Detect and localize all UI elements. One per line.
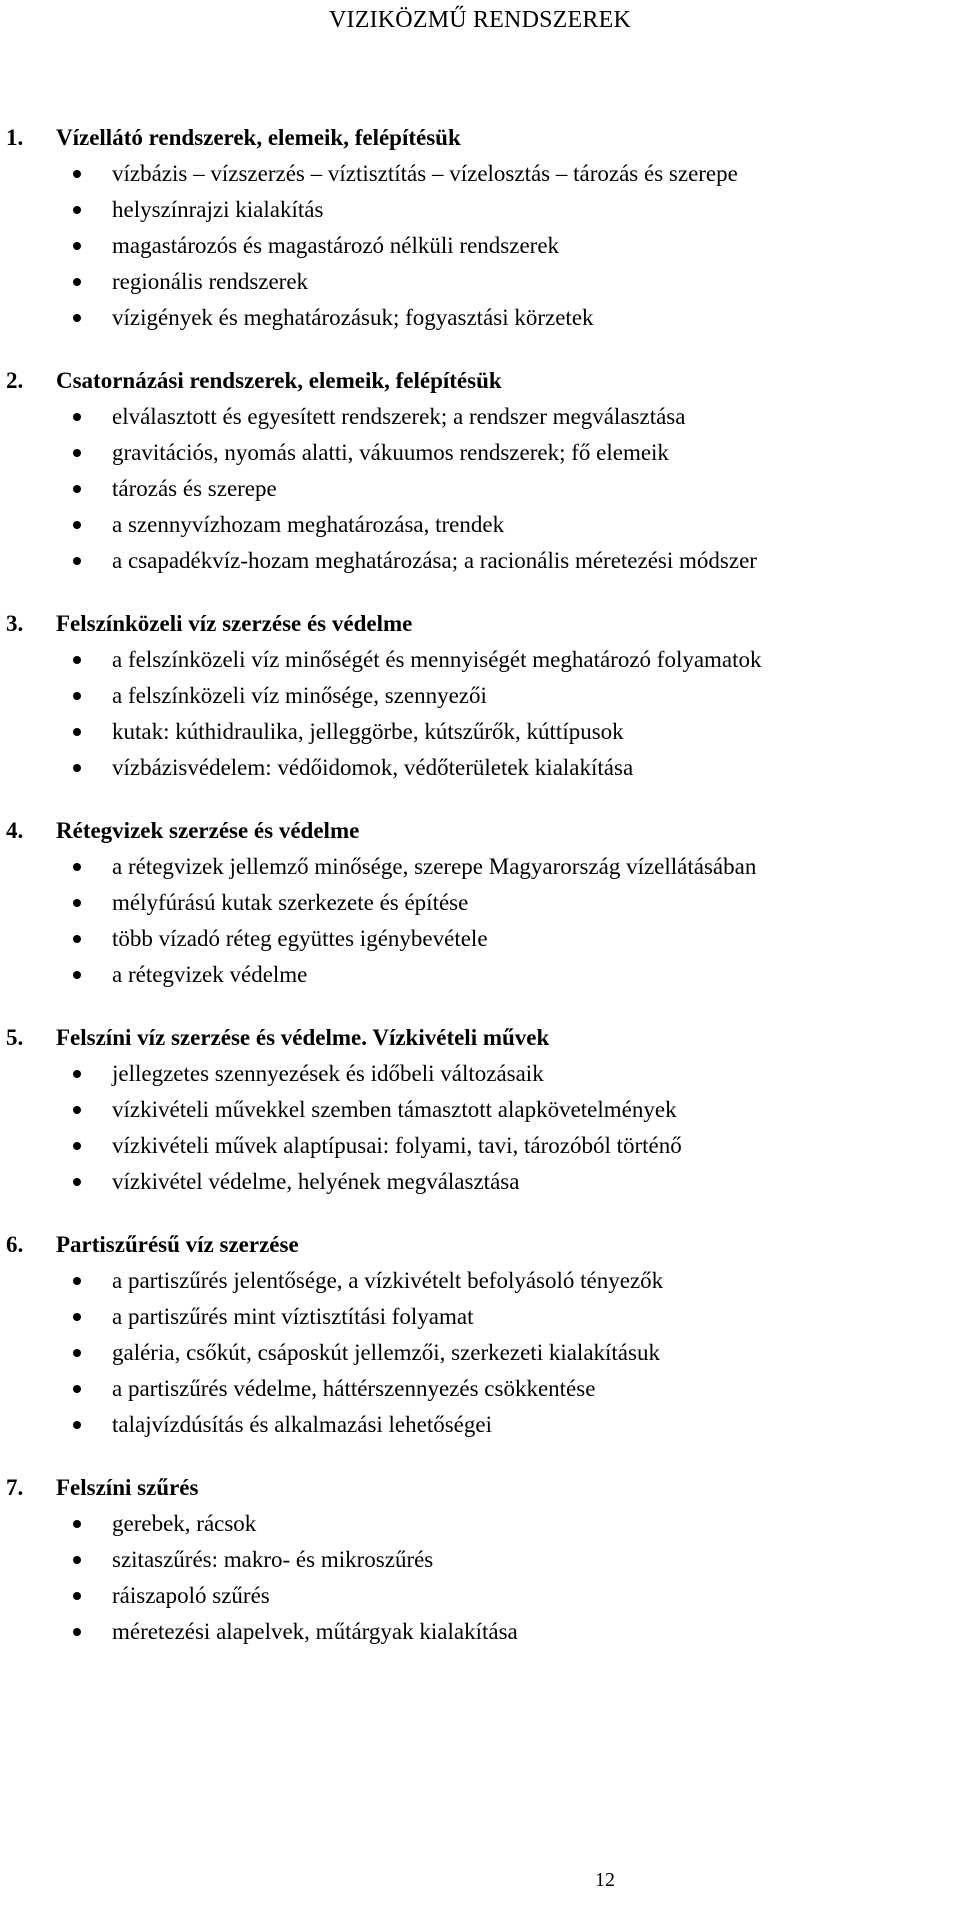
list-item-text: a felszínközeli víz minőségét és mennyiségét meghatározó folyamatok — [112, 647, 762, 672]
list-item-text: vízkivételi művek alaptípusai: folyami, tavi, tározóból történő — [112, 1133, 682, 1158]
bullet-icon — [73, 1178, 81, 1186]
list-item — [0, 1506, 960, 1542]
list-item-text: regionális rendszerek — [112, 269, 309, 294]
section-number: 1. — [6, 125, 24, 150]
list-item — [0, 714, 960, 750]
list-item-text: galéria, csőkút, csáposkút jellemzői, szerkezeti kialakításuk — [112, 1340, 660, 1365]
list-item — [0, 228, 960, 264]
list-item — [0, 543, 960, 579]
list-item-text: a csapadékvíz-hozam meghatározása; a racionális méretezési módszer — [112, 548, 757, 573]
list-item — [0, 1578, 960, 1614]
list-item-text: kutak: kúthidraulika, jelleggörbe, kútszűrők, kúttípusok — [112, 719, 624, 744]
section-heading-text: Vízellátó rendszerek, elemeik, felépítésük — [56, 125, 461, 150]
page-title: VIZIKÖZMŰ RENDSZEREK — [329, 7, 631, 33]
list-item-text: a felszínközeli víz minősége, szennyezői — [112, 683, 487, 708]
section-heading-text: Rétegvizek szerzése és védelme — [56, 818, 360, 843]
page-number: 12 — [595, 1869, 615, 1891]
bullet-icon — [73, 692, 81, 700]
section-1 — [0, 120, 960, 336]
list-item — [0, 1263, 960, 1299]
bullet-icon — [73, 1070, 81, 1078]
list-item — [0, 1128, 960, 1164]
document-body — [0, 120, 960, 1677]
bullet-icon — [73, 278, 81, 286]
bullet-icon — [73, 449, 81, 457]
bullet-icon — [73, 1313, 81, 1321]
list-item-text: a rétegvizek védelme — [112, 962, 308, 987]
bullet-icon — [73, 899, 81, 907]
section-number: 4. — [6, 818, 24, 843]
section-number: 5. — [6, 1025, 24, 1050]
section-heading — [0, 120, 960, 156]
bullet-icon — [73, 935, 81, 943]
bullet-icon — [73, 1628, 81, 1636]
list-item — [0, 1056, 960, 1092]
bullet-icon — [73, 485, 81, 493]
bullet-icon — [73, 728, 81, 736]
bullet-list — [0, 1506, 960, 1650]
list-item-text: a partiszűrés mint víztisztítási folyamat — [112, 1304, 474, 1329]
list-item-text: szitaszűrés: makro- és mikroszűrés — [112, 1547, 434, 1572]
section-number: 6. — [6, 1232, 24, 1257]
list-item — [0, 678, 960, 714]
list-item — [0, 957, 960, 993]
bullet-icon — [73, 1592, 81, 1600]
section-heading — [0, 1470, 960, 1506]
list-item — [0, 1371, 960, 1407]
list-item — [0, 156, 960, 192]
bullet-icon — [73, 1277, 81, 1285]
list-item-text: vízkivételi művekkel szemben támasztott alapkövetelmények — [112, 1097, 677, 1122]
section-heading — [0, 1020, 960, 1056]
list-item — [0, 471, 960, 507]
section-heading-text: Felszíni szűrés — [56, 1475, 199, 1500]
section-number: 3. — [6, 611, 24, 636]
list-item — [0, 264, 960, 300]
list-item — [0, 1299, 960, 1335]
section-number: 7. — [6, 1475, 24, 1500]
section-6 — [0, 1227, 960, 1443]
list-item-text: mélyfúrású kutak szerkezete és építése — [112, 890, 469, 915]
bullet-icon — [73, 1556, 81, 1564]
list-item — [0, 885, 960, 921]
list-item-text: a partiszűrés jelentősége, a vízkivételt befolyásoló tényezők — [112, 1268, 664, 1293]
bullet-icon — [73, 1385, 81, 1393]
list-item — [0, 300, 960, 336]
list-item-text: vízbázisvédelem: védőidomok, védőterületek kialakítása — [112, 755, 634, 780]
list-item-text: vízbázis – vízszerzés – víztisztítás – vízelosztás – tározás és szerepe — [112, 161, 738, 186]
bullet-list — [0, 399, 960, 579]
list-item-text: ráiszapoló szűrés — [112, 1583, 270, 1608]
section-3 — [0, 606, 960, 786]
list-item — [0, 399, 960, 435]
section-heading — [0, 606, 960, 642]
list-item — [0, 435, 960, 471]
section-heading-text: Csatornázási rendszerek, elemeik, felépítésük — [56, 368, 502, 393]
list-item-text: jellegzetes szennyezések és időbeli változásaik — [112, 1061, 544, 1086]
list-item — [0, 1542, 960, 1578]
section-heading — [0, 1227, 960, 1263]
section-5 — [0, 1020, 960, 1200]
list-item-text: talajvízdúsítás és alkalmazási lehetőségei — [112, 1412, 492, 1437]
list-item-text: tározás és szerepe — [112, 476, 277, 501]
list-item-text: gerebek, rácsok — [112, 1511, 257, 1536]
bullet-icon — [73, 170, 81, 178]
list-item — [0, 192, 960, 228]
bullet-icon — [73, 242, 81, 250]
list-item-text: vízkivétel védelme, helyének megválasztása — [112, 1169, 520, 1194]
bullet-list — [0, 1056, 960, 1200]
list-item — [0, 507, 960, 543]
list-item-text: magastározós és magastározó nélküli rendszerek — [112, 233, 560, 258]
list-item — [0, 642, 960, 678]
bullet-icon — [73, 521, 81, 529]
list-item-text: méretezési alapelvek, műtárgyak kialakítása — [112, 1619, 518, 1644]
bullet-list — [0, 1263, 960, 1443]
bullet-list — [0, 642, 960, 786]
list-item-text: elválasztott és egyesített rendszerek; a rendszer megválasztása — [112, 404, 686, 429]
list-item-text: a rétegvizek jellemző minősége, szerepe Magyarország vízellátásában — [112, 854, 757, 879]
list-item-text: a partiszűrés védelme, háttérszennyezés csökkentése — [112, 1376, 596, 1401]
bullet-list — [0, 156, 960, 336]
bullet-icon — [73, 764, 81, 772]
list-item-text: helyszínrajzi kialakítás — [112, 197, 324, 222]
bullet-icon — [73, 413, 81, 421]
list-item — [0, 750, 960, 786]
list-item-text: a szennyvízhozam meghatározása, trendek — [112, 512, 505, 537]
list-item — [0, 921, 960, 957]
bullet-icon — [73, 971, 81, 979]
bullet-icon — [73, 1106, 81, 1114]
bullet-icon — [73, 863, 81, 871]
section-heading-text: Felszínközeli víz szerzése és védelme — [56, 611, 413, 636]
section-heading — [0, 363, 960, 399]
bullet-icon — [73, 1349, 81, 1357]
list-item — [0, 1614, 960, 1650]
section-heading-text: Partiszűrésű víz szerzése — [56, 1232, 299, 1257]
section-7 — [0, 1470, 960, 1650]
bullet-icon — [73, 557, 81, 565]
section-heading-text: Felszíni víz szerzése és védelme. Vízkivételi művek — [56, 1025, 550, 1050]
bullet-icon — [73, 656, 81, 664]
list-item-text: gravitációs, nyomás alatti, vákuumos rendszerek; fő elemeik — [112, 440, 669, 465]
list-item — [0, 1407, 960, 1443]
bullet-list — [0, 849, 960, 993]
list-item — [0, 1092, 960, 1128]
list-item — [0, 849, 960, 885]
bullet-icon — [73, 206, 81, 214]
bullet-icon — [73, 314, 81, 322]
section-4 — [0, 813, 960, 993]
list-item — [0, 1335, 960, 1371]
bullet-icon — [73, 1142, 81, 1150]
bullet-icon — [73, 1421, 81, 1429]
bullet-icon — [73, 1520, 81, 1528]
section-number: 2. — [6, 368, 24, 393]
list-item-text: több vízadó réteg együttes igénybevétele — [112, 926, 488, 951]
list-item-text: vízigények és meghatározásuk; fogyasztási körzetek — [112, 305, 594, 330]
section-2 — [0, 363, 960, 579]
section-heading — [0, 813, 960, 849]
list-item — [0, 1164, 960, 1200]
